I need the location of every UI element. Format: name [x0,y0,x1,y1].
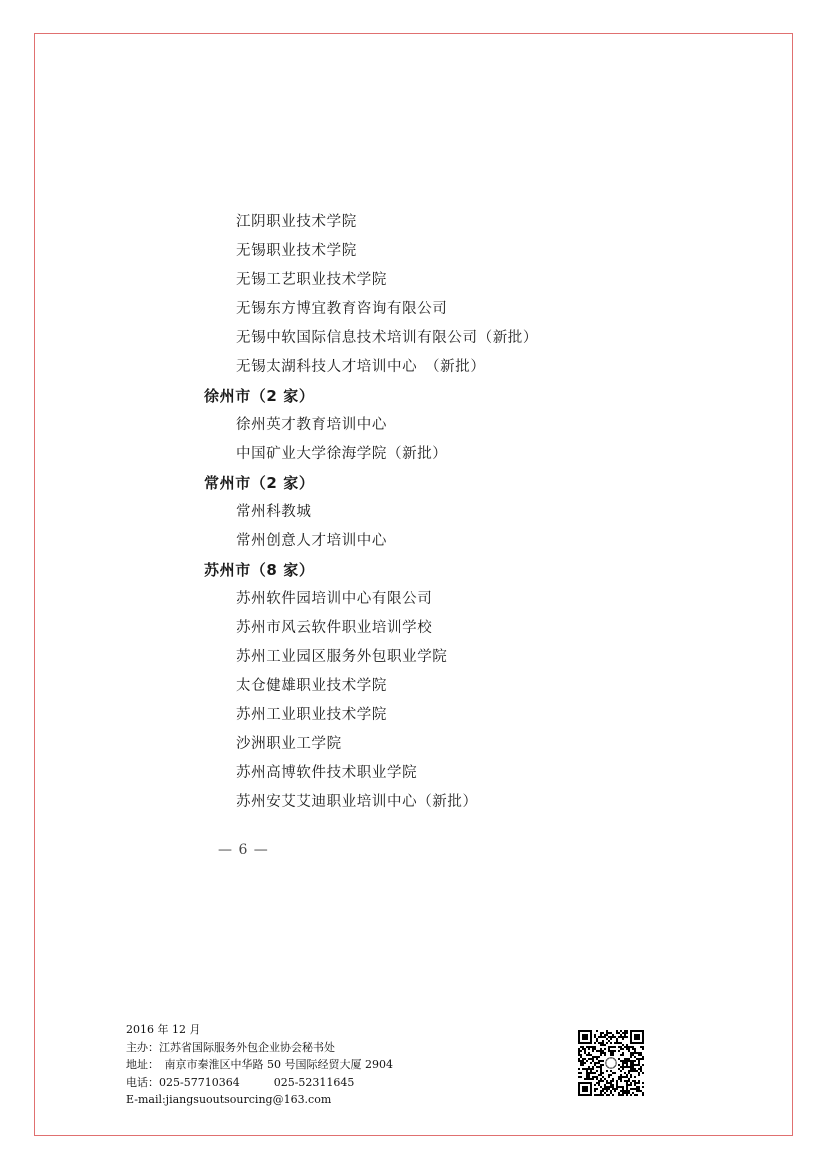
list-item: 江阴职业技术学院 [236,214,357,230]
footer-host: 主办：江苏省国际服务外包企业协会秘书处 [126,1040,335,1054]
footer-date: 2016 年 12 月 [126,1023,201,1036]
list-item: 太仓健雄职业技术学院 [236,678,387,694]
list-item: 常州创意人才培训中心 [236,533,387,549]
list-item: 徐州英才教育培训中心 [236,417,387,433]
city-heading-xuzhou: 徐州市（2 家） [204,387,315,405]
list-item: 沙洲职业工学院 [236,736,342,752]
institution-list [204,208,724,817]
list-item: 无锡职业技术学院 [236,243,357,259]
footer-info [126,1021,393,1109]
list-item: 苏州工业职业技术学院 [236,707,387,723]
list-item: 无锡太湖科技人才培训中心 （新批） [236,359,486,375]
list-item: 无锡工艺职业技术学院 [236,272,387,288]
list-item: 无锡东方博宜教育咨询有限公司 [236,301,448,317]
footer-address: 地址： 南京市秦淮区中华路 50 号国际经贸大厦 2904 [126,1058,393,1071]
footer-email: E-mail:jiangsuoutsourcing@163.com [126,1093,332,1106]
list-item: 苏州高博软件技术职业学院 [236,765,418,781]
list-item: 常州科教城 [236,504,312,520]
phone-number-1: 025-57710364 [159,1075,240,1089]
page-number: — 6 — [218,842,269,858]
list-item: 中国矿业大学徐海学院（新批） [236,446,448,462]
list-item: 苏州工业园区服务外包职业学院 [236,649,448,665]
list-item: 苏州市风云软件职业培训学校 [236,620,433,636]
city-heading-suzhou: 苏州市（8 家） [204,561,315,579]
list-item: 苏州安艾艾迪职业培训中心（新批） [236,794,478,810]
phone-label: 电话： [126,1075,159,1089]
phone-number-2: 025-52311645 [273,1075,355,1089]
list-item: 无锡中软国际信息技术培训有限公司（新批） [236,330,538,346]
list-item: 苏州软件园培训中心有限公司 [236,591,433,607]
city-heading-changzhou: 常州市（2 家） [204,474,315,492]
footer-phone [126,1074,393,1092]
qr-code-icon [578,1030,644,1096]
